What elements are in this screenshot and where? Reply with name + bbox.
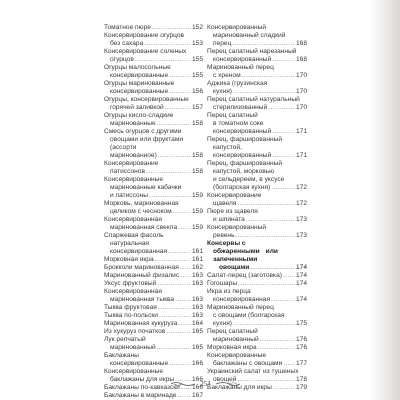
toc-entry-title-line: Консервированный (207, 24, 267, 31)
toc-entry-title-line: Перец салатный натуральный (207, 96, 300, 103)
toc-entry-title-line: Тыква фруктовая (104, 304, 157, 311)
toc-entry-title-line: Консервированные (207, 352, 267, 359)
toc-entry-title-line: маринованные кабачки (110, 184, 182, 191)
toc-entry (104, 392, 203, 400)
toc-entry (104, 64, 203, 80)
toc-entry-title-line: Баклажаны для икры (207, 384, 272, 391)
toc-entry-title-line: овощами (219, 264, 250, 271)
dot-leader (232, 40, 295, 48)
page-number: 254 (200, 380, 211, 388)
toc-entry (104, 328, 203, 336)
toc-entry-title-line: Маринованный физалис (104, 272, 180, 279)
toc-entry-title-line: Консервирование огурцов (104, 32, 185, 39)
toc-entry-title-line: Из хукуруз початков (104, 328, 166, 335)
toc-entry (104, 304, 203, 312)
toc-entry-title-line: Икра из перца (207, 288, 251, 295)
toc-entry-title-line: овощами или фруктами (110, 136, 184, 143)
dot-leader (169, 360, 191, 368)
toc-entry-title-line: и сельдереем, в уксусе (213, 176, 285, 183)
toc-entry (104, 288, 203, 304)
toc-entry (104, 200, 203, 216)
dot-leader (178, 224, 191, 232)
toc-entry-title-line: Брокколи маринованная (104, 264, 179, 271)
dot-leader (166, 328, 191, 336)
toc-page-number: 165 (191, 328, 203, 335)
toc-entry-title-line: Уксус фруктовый (104, 280, 157, 287)
dot-leader (159, 312, 191, 320)
toc-entry (104, 128, 203, 160)
toc-entry-title-line: с овощами (болгарская (213, 312, 285, 319)
dot-leader (260, 336, 295, 344)
toc-page-number: 179 (295, 384, 307, 391)
toc-entry-title-line: (ассорти (110, 144, 137, 151)
dot-leader (144, 40, 191, 48)
toc-entry-title-line: Перец салатный нарезанный (207, 48, 297, 55)
toc-entry-title-line: Консервирование соленых (104, 48, 187, 55)
toc-page-number: 159 (191, 208, 203, 215)
dot-leader (272, 128, 295, 136)
dot-leader (272, 56, 295, 64)
toc-entry-title-line: натуральная (110, 240, 149, 247)
toc-entry (104, 280, 203, 288)
toc-entry (207, 80, 307, 96)
dot-leader (237, 200, 295, 208)
toc-entry-title-line: овощей (213, 376, 237, 383)
toc-entry-title-line: маринованные (110, 120, 156, 127)
toc-page-number: 158 (191, 120, 203, 127)
right-ornament-icon (215, 380, 241, 388)
toc-page-number: 165 (191, 344, 203, 351)
toc-entry-title-line: капустой, морковью (213, 168, 275, 175)
dot-leader (135, 56, 191, 64)
dot-leader (250, 264, 295, 272)
toc-page-number: 175 (295, 320, 307, 327)
toc-right-column (207, 24, 307, 392)
toc-page-number: 163 (191, 280, 203, 287)
dot-leader (169, 88, 191, 96)
toc-page-number: 166 (191, 384, 203, 391)
toc-page-number: 161 (191, 248, 203, 255)
toc-entry-title-line: Маринованный перец (207, 64, 274, 71)
dot-leader (169, 72, 191, 80)
toc-entry-title-line: Перец салатный (207, 328, 258, 335)
toc-entry (104, 80, 203, 96)
dot-leader (233, 320, 295, 328)
toc-page-number: 170 (295, 72, 307, 79)
toc-entry-title-line: консервированные (110, 88, 169, 95)
toc-page-number: 176 (295, 336, 307, 343)
toc-entry-title-line: кухня) (213, 88, 232, 95)
toc-entry (207, 96, 307, 112)
toc-page-number: 170 (295, 104, 307, 111)
toc-page-number: 159 (191, 224, 203, 231)
toc-page-number: 161 (191, 256, 203, 263)
toc-entry (104, 336, 203, 352)
toc-page-number: 156 (191, 88, 203, 95)
toc-page-number: 167 (191, 392, 203, 399)
dot-leader (233, 88, 295, 96)
toc-entry-title-line: консервированные (110, 72, 169, 79)
toc-page-number: 163 (191, 296, 203, 303)
toc-entry-title-line: консервированный (213, 56, 272, 63)
toc-entry-title-line: маринованный сладкий (213, 32, 286, 39)
toc-entry (207, 24, 307, 48)
dot-leader (283, 360, 295, 368)
toc-entry-title-line: консервированный (213, 128, 272, 135)
toc-entry (207, 328, 307, 344)
toc-entry (207, 48, 307, 64)
dot-leader (272, 152, 295, 160)
dot-leader (152, 24, 191, 32)
toc-entry-title-line: Баклажаны в маринаде (104, 392, 177, 399)
toc-page-number: 174 (295, 264, 307, 271)
toc-page-number: 152 (191, 24, 203, 31)
toc-entry (207, 280, 307, 288)
toc-entry-title-line: баклажаны для икры (110, 376, 175, 383)
toc-page-number: 176 (295, 344, 307, 351)
toc-page-number: 155 (191, 72, 203, 79)
left-ornament-icon (170, 380, 196, 388)
toc-entry-title-line: Консервированные (104, 368, 164, 375)
toc-entry (104, 232, 203, 256)
toc-entry (207, 224, 307, 240)
toc-entry-title-line: Спаржевая фасоль (104, 232, 164, 239)
toc-entry-title-line: Огурцы малосольные (104, 64, 171, 71)
toc-entry-title-line: с хреном (213, 72, 241, 79)
toc-entry-title-line: Тыква по-польски (104, 312, 158, 319)
toc-page-number: 173 (295, 216, 307, 223)
toc-entry (207, 208, 307, 224)
toc-entry-title-line: без сахара (110, 40, 144, 47)
dot-leader (242, 72, 295, 80)
toc-page-number: 171 (295, 128, 307, 135)
dot-leader (180, 264, 191, 272)
toc-entry-title-line: Перец, фаршированный (207, 160, 283, 167)
toc-entry-title-line: Морковная икра (104, 256, 154, 263)
toc-entry (207, 64, 307, 80)
toc-entry-title-line: Консервированные (104, 176, 164, 183)
toc-entry-title-line: Лук репчатый (104, 336, 146, 343)
toc-entry-title-line: Гогошары (207, 280, 238, 287)
toc-page-number: 172 (295, 200, 307, 207)
toc-entry-title-line: баклажаны с овощами (213, 360, 283, 367)
toc-entry-title-line: ревень (213, 232, 235, 239)
toc-page-number: 155 (191, 56, 203, 63)
toc-entry-title-line: Украинский салат из тушеных (207, 368, 299, 375)
toc-entry-title-line: Огурцы маринованные (104, 80, 175, 87)
dot-leader (146, 168, 191, 176)
toc-entry (104, 272, 203, 280)
dot-leader (165, 104, 191, 112)
toc-entry (104, 320, 203, 328)
dot-leader (155, 256, 191, 264)
toc-entry-title-line: консервированные (110, 360, 169, 367)
dot-leader (271, 296, 295, 304)
dot-leader (238, 280, 295, 288)
toc-entry-title-line: Морковная икра (207, 344, 257, 351)
dot-leader (246, 216, 295, 224)
toc-page-number: 177 (295, 360, 307, 367)
toc-page-number: 162 (191, 264, 203, 271)
toc-entry-title-line: Аджика (грузинская (207, 80, 268, 87)
page-edge-shadow (370, 0, 400, 400)
toc-entry (207, 192, 307, 208)
toc-entry-title-line: Перец, фаршированный (207, 136, 283, 143)
dot-leader (180, 272, 191, 280)
toc-entry-title-line: горячей заливкой (110, 104, 164, 111)
toc-entry-title-line: маринованный (213, 336, 259, 343)
toc-page-number: 174 (295, 280, 307, 287)
toc-entry-title-line: и патиссоны (110, 192, 149, 199)
toc-entry (104, 264, 203, 272)
toc-entry-title-line: Консервированная (104, 288, 162, 295)
toc-entry (207, 288, 307, 304)
toc-entry (104, 216, 203, 232)
toc-page-number: 153 (191, 40, 203, 47)
toc-page-number: 158 (191, 152, 203, 159)
toc-entry (104, 312, 203, 320)
toc-entry-title-line: Консервированная (104, 216, 162, 223)
toc-page-number: 163 (191, 312, 203, 319)
toc-entry-title-line: (болгарская кухня) (213, 184, 271, 191)
toc-entry-title-line: перец (213, 40, 232, 47)
dot-leader (283, 272, 295, 280)
toc-entry-title-line: Огурцы, консервированные (104, 96, 189, 103)
toc-entry-title-line: Томатное пюре (104, 24, 151, 31)
dot-leader (158, 152, 191, 160)
toc-entry-title-line: Консервирование (207, 192, 262, 199)
toc-page-number: 159 (191, 192, 203, 199)
toc-entry (104, 352, 203, 368)
dot-leader (271, 184, 295, 192)
toc-entry-title-line: консервированный (213, 152, 272, 159)
toc-entry-title-line: Перец салатный (207, 112, 258, 119)
toc-entry (104, 32, 203, 48)
toc-page-number: 158 (191, 168, 203, 175)
page-footer (104, 379, 307, 389)
dot-leader (157, 344, 191, 352)
toc-entry-title-line: маринованный (110, 344, 156, 351)
toc-entry-title-line: Маринованный перец (207, 304, 274, 311)
toc-page-number: 170 (295, 88, 307, 95)
toc-page-number: 178 (295, 376, 307, 383)
toc-entry-title-line: в томатном соке (213, 120, 264, 127)
dot-leader (157, 120, 191, 128)
toc-entry-title-line: Пюре из щавеля (207, 208, 258, 215)
toc-entry (104, 112, 203, 128)
toc-entry-title-line: капустой, (213, 144, 242, 151)
toc-page-number: 172 (295, 184, 307, 191)
toc-entry-title-line: маринованная тыква (110, 296, 175, 303)
toc-entry-title-line: целиком с чесноком (110, 208, 172, 215)
toc-entry-title-line: стерилизованный (213, 104, 268, 111)
toc-entry-title-line: маринованная свекла (110, 224, 178, 231)
dot-leader (236, 232, 295, 240)
toc-entry-title-line: Консервирование (104, 160, 159, 167)
dot-leader (158, 304, 191, 312)
dot-leader (268, 104, 295, 112)
toc-entry (207, 272, 307, 280)
toc-entry-title-line: Консервированный (207, 224, 267, 231)
toc-entry-title-line: Смесь огурцов с другими (104, 128, 182, 135)
toc-page-number: 168 (295, 56, 307, 63)
toc-page-number: 163 (191, 304, 203, 311)
toc-entry (207, 160, 307, 192)
dot-leader (175, 296, 191, 304)
toc-entry-title-line: огурцов (110, 56, 134, 63)
dot-leader (173, 208, 191, 216)
toc-page-number: 171 (295, 152, 307, 159)
toc-entry-title-line: маринованное) (110, 152, 157, 159)
toc-entry (104, 24, 203, 32)
toc-entry (104, 48, 203, 64)
toc-page-number: 174 (295, 296, 307, 303)
toc-page-number: 166 (191, 376, 203, 383)
toc-page-number: 168 (295, 40, 307, 47)
toc-entry (207, 304, 307, 328)
toc-entry (207, 352, 307, 368)
toc-page-number: 173 (295, 232, 307, 239)
toc-section-heading (207, 240, 307, 272)
toc-entry-title-line: Маринованная кукуруза (104, 320, 178, 327)
dot-leader (168, 248, 191, 256)
toc-entry (207, 136, 307, 160)
dot-leader (258, 344, 295, 352)
dot-leader (149, 192, 191, 200)
toc-entry-title-line: Огурцы кисло-сладкие (104, 112, 174, 119)
toc-entry (207, 344, 307, 352)
toc-entry-title-line: консервированная (110, 248, 168, 255)
toc-entry (104, 160, 203, 176)
toc-entry (104, 176, 203, 200)
toc-page-number: 157 (191, 104, 203, 111)
toc-entry-title-line: Морковь, маринованная (104, 200, 179, 207)
toc-entry-title-line: Консервы с обжаренными (207, 240, 260, 255)
toc-entry-title-line: Баклажаны (104, 352, 139, 359)
toc-entry (104, 256, 203, 264)
toc-entry-title-line: патиссонов (110, 168, 145, 175)
toc-page-number: 164 (191, 320, 203, 327)
toc-entry-title-line: и шпината (213, 216, 245, 223)
toc-entry (104, 96, 203, 112)
toc-entry-title-line: кухня) (213, 320, 232, 327)
toc-entry (207, 112, 307, 136)
dot-leader (157, 280, 191, 288)
toc-entry-title-line: Салат-перец (заготовка) (207, 272, 282, 279)
toc-entry-title-line: Баклажаны по-кавказски (104, 384, 180, 391)
toc-left-column (104, 24, 203, 400)
toc-page-number: 174 (295, 272, 307, 279)
toc-page-number: 163 (191, 272, 203, 279)
toc-entry-title-line: щавеля (213, 200, 237, 207)
toc-entry-title-line: консервированная (213, 296, 271, 303)
toc-entry-title-line: или запеченными (213, 248, 278, 263)
dot-leader (178, 320, 191, 328)
toc-page-number: 166 (191, 360, 203, 367)
dot-leader (177, 392, 191, 400)
